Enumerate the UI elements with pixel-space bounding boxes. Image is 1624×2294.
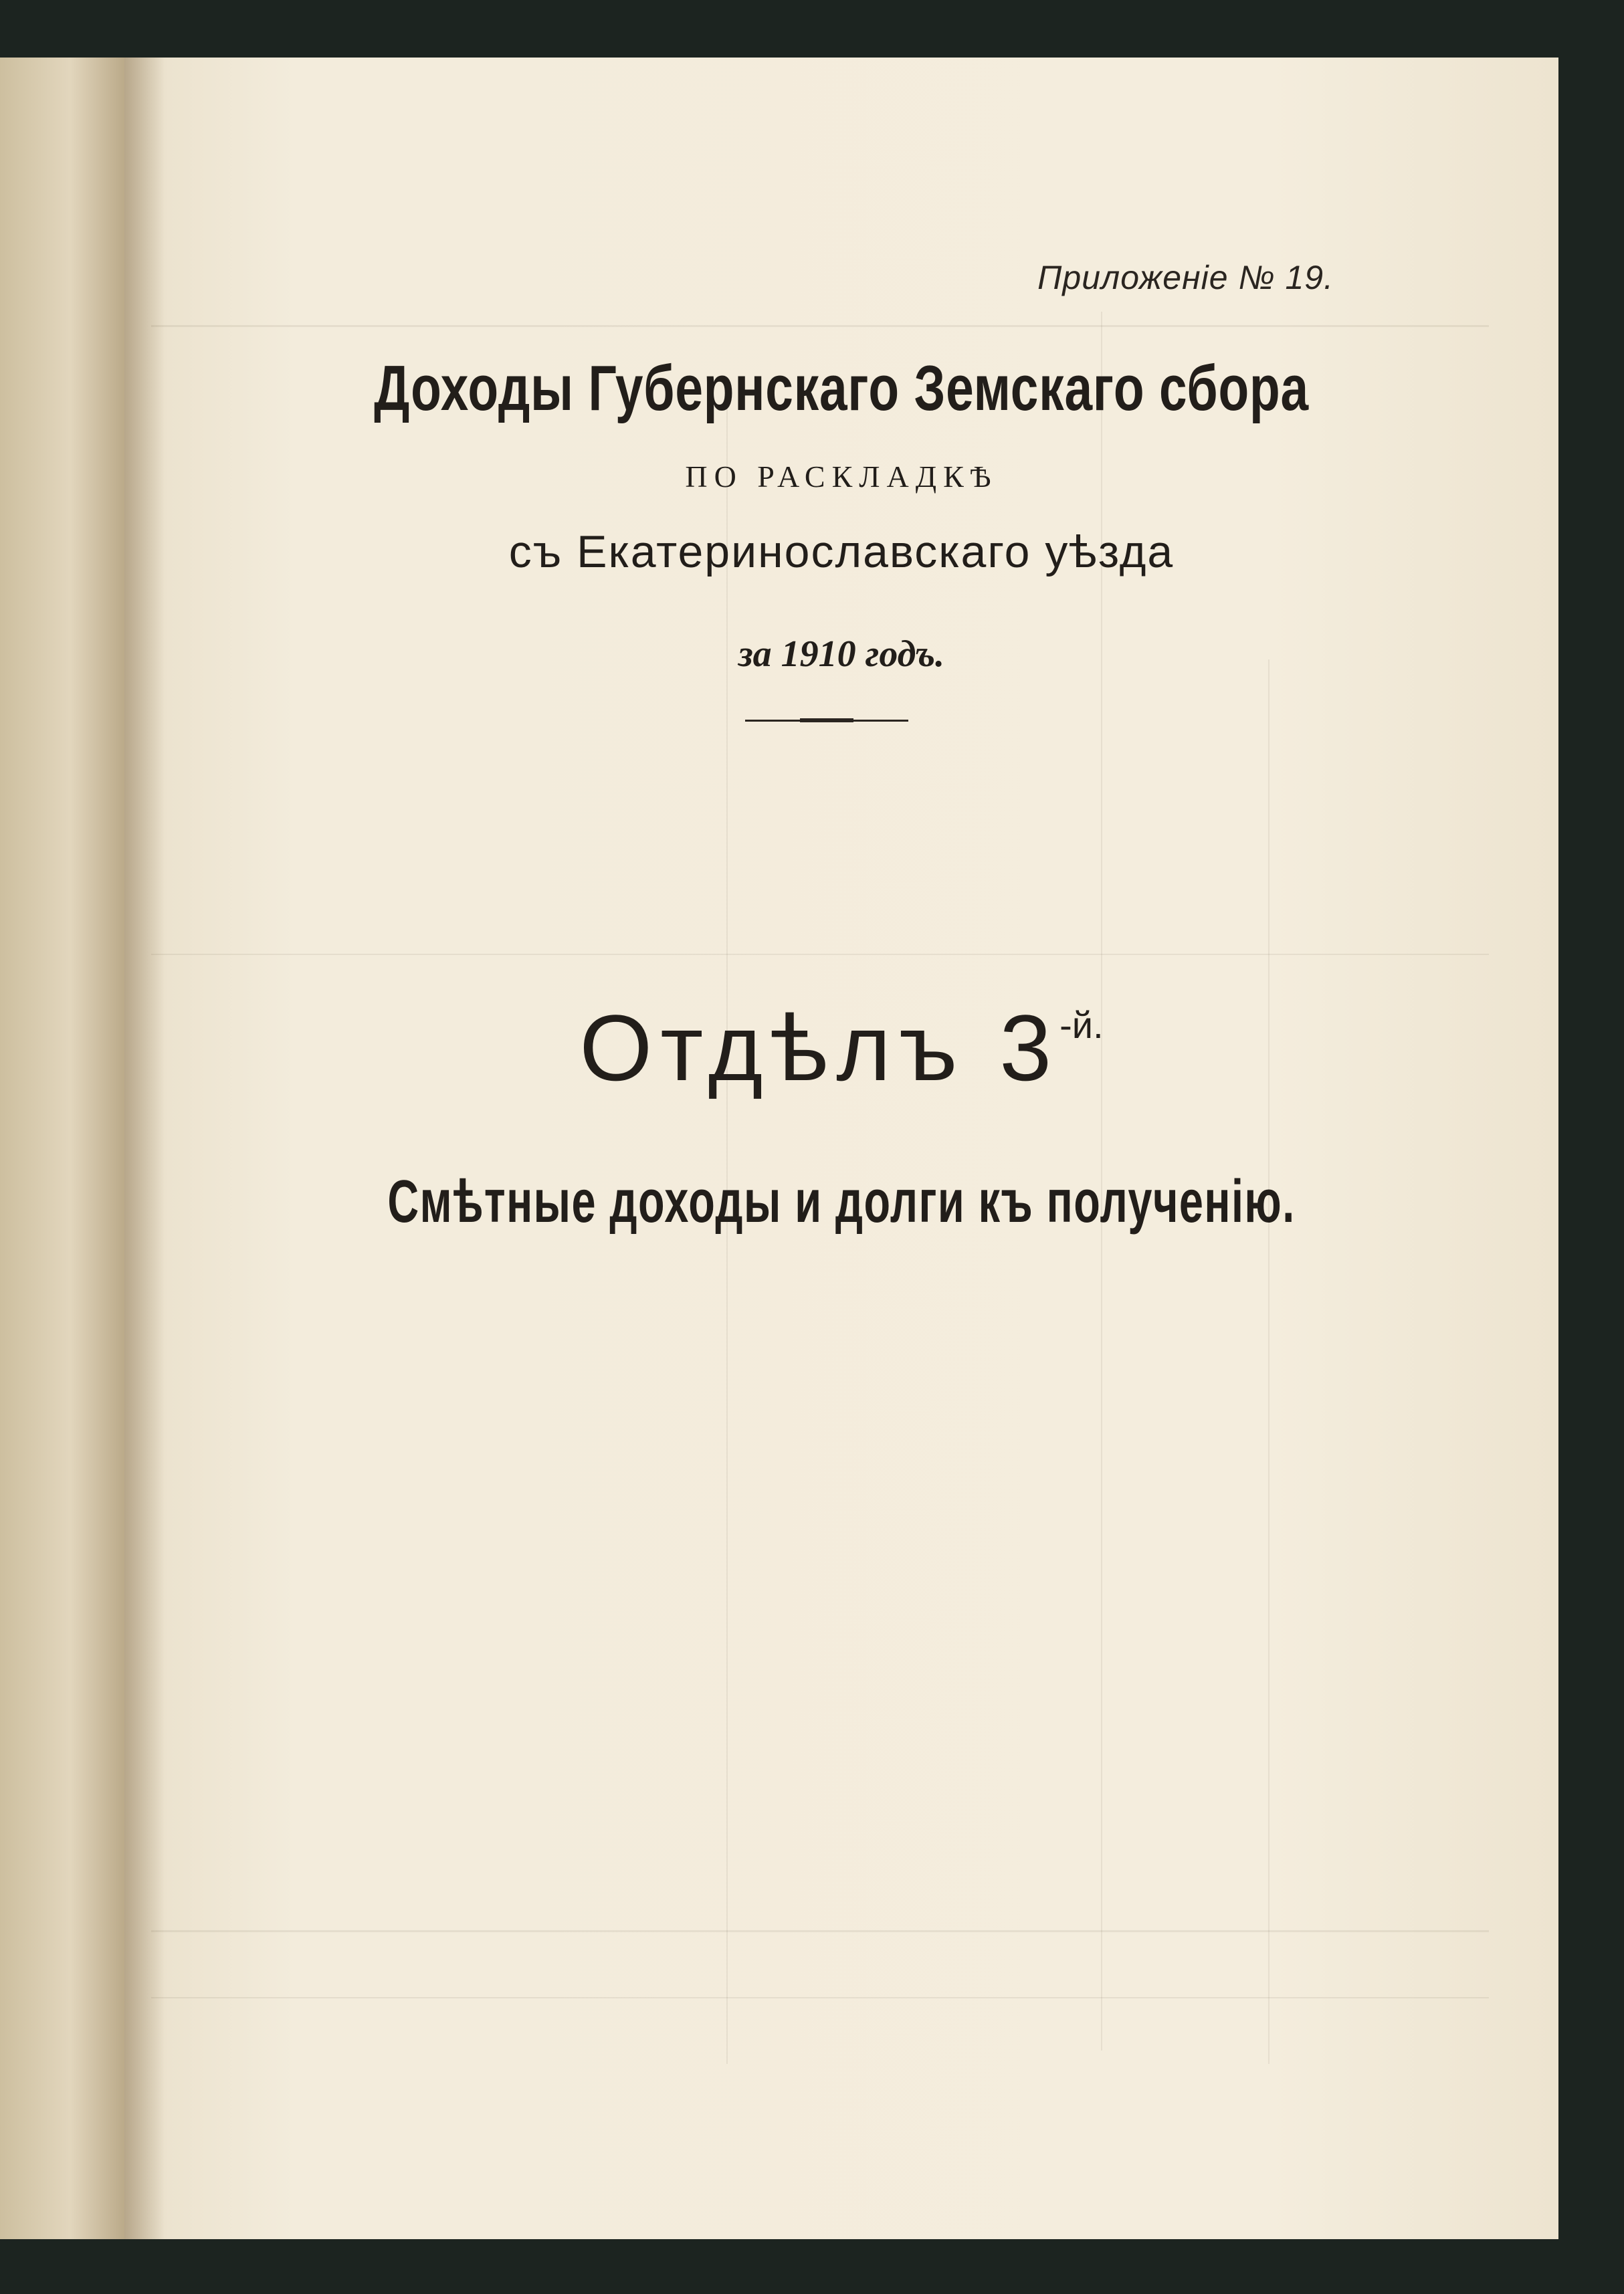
- page-title: Доходы Губернскаго Земскаго сбора: [374, 352, 1309, 424]
- section-suffix: -й.: [1059, 1004, 1104, 1046]
- section-heading: [124, 994, 1558, 1102]
- district-line: съ Екатеринославскаго уѣзда: [508, 526, 1175, 577]
- facing-page: [0, 58, 127, 2239]
- section-name: Отдѣлъ 3: [579, 995, 1060, 1100]
- document-page: [124, 58, 1558, 2239]
- appendix-number: Приложеніе № 19.: [1037, 259, 1334, 296]
- gutter-shadow: [124, 58, 165, 2239]
- subtitle: ПО РАСКЛАДКѢ: [685, 459, 998, 494]
- section-subtitle: Смѣтные доходы и долги къ полученію.: [387, 1168, 1296, 1235]
- year-line: за 1910 годъ.: [738, 633, 945, 675]
- divider-rule-center: [800, 718, 853, 722]
